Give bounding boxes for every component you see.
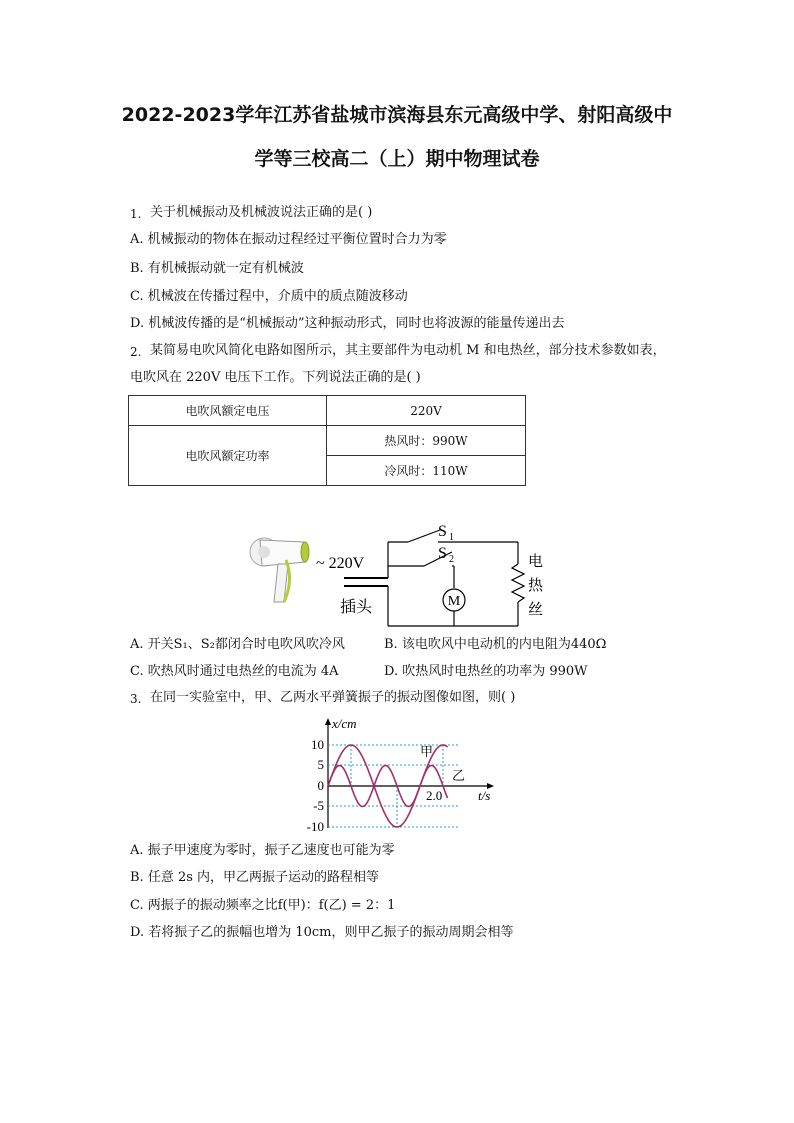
s1-label: S	[438, 523, 447, 540]
spec-voltage-value: 220V	[327, 396, 526, 426]
heater-label-1: 电	[528, 552, 544, 570]
q3-option-d[interactable]: D. 若将振子乙的振幅也增为 10cm，则甲乙振子的振动周期会相等	[130, 925, 514, 940]
q2-option-a[interactable]: A. 开关S₁、S₂都闭合时电吹风吹冷风	[130, 637, 345, 652]
q3-stem: 在同一实验室中，甲、乙两水平弹簧振子的振动图像如图，则( )	[150, 690, 516, 705]
x-tick-2: 2.0	[426, 788, 443, 803]
y-tick-0: 0	[317, 778, 324, 793]
q2-option-c[interactable]: C. 吹热风时通过电热丝的电流为 4A	[130, 664, 339, 679]
source-label: ~ 220V	[316, 555, 365, 572]
y-tick-10: 10	[311, 737, 324, 752]
q2-option-d[interactable]: D. 吹热风时电热丝的功率为 990W	[384, 664, 588, 679]
circuit-diagram	[248, 520, 558, 632]
s2-label: S	[438, 545, 447, 562]
series-jia-label: 甲	[420, 745, 434, 760]
x-axis-label: t/s	[478, 788, 491, 803]
y-tick-neg5: -5	[313, 798, 324, 813]
q3-number: 3.	[130, 692, 142, 706]
heater-label-3: 丝	[528, 600, 544, 618]
q3-option-c[interactable]: C. 两振子的振动频率之比f(甲)：f(乙) = 2：1	[130, 898, 396, 913]
y-tick-5: 5	[317, 757, 324, 772]
heater-symbol	[512, 564, 524, 602]
svg-text:1: 1	[449, 532, 454, 543]
q1-option-d[interactable]: D. 机械波传播的是“机械振动”这种振动形式，同时也将波源的能量传递出去	[130, 316, 565, 331]
q2-stem-line1: 某简易电吹风简化电路如图所示，其主要部件为电动机 M 和电热丝，部分技术参数如表，	[150, 343, 666, 358]
page-title-line1: 2022-2023学年江苏省盐城市滨海县东元高级中学、射阳高级中	[121, 104, 673, 126]
q1-option-a[interactable]: A. 机械振动的物体在振动过程经过平衡位置时合力为零	[130, 232, 447, 247]
motor-label: M	[447, 594, 461, 609]
q1-option-c[interactable]: C. 机械波在传播过程中，介质中的质点随波移动	[130, 289, 408, 304]
vibration-graph	[300, 716, 500, 836]
switch-s1	[408, 530, 440, 542]
heater-label-2: 热	[528, 576, 544, 594]
q3-option-a[interactable]: A. 振子甲速度为零时，振子乙速度也可能为零	[130, 843, 395, 858]
q2-stem-line2: 电吹风在 220V 电压下工作。下列说法正确的是( )	[130, 370, 421, 385]
spec-voltage-label: 电吹风额定电压	[129, 396, 327, 426]
q1-option-b[interactable]: B. 有机械振动就一定有机械波	[130, 261, 304, 276]
spec-table	[128, 395, 526, 486]
y-axis-label: x/cm	[332, 716, 357, 731]
svg-text:2: 2	[449, 554, 454, 565]
q1-number: 1.	[130, 207, 142, 221]
q1-stem: 关于机械振动及机械波说法正确的是( )	[150, 205, 373, 220]
q2-number: 2.	[130, 345, 142, 359]
plug-label: 插头	[340, 597, 373, 616]
spec-power-hot: 热风时：990W	[327, 426, 526, 456]
page-title-line2: 学等三校高二（上）期中物理试卷	[254, 148, 540, 170]
q3-option-b[interactable]: B. 任意 2s 内，甲乙两振子运动的路程相等	[130, 870, 380, 885]
q2-option-b[interactable]: B. 该电吹风中电动机的内电阻为440Ω	[384, 637, 607, 652]
series-yi-label: 乙	[452, 769, 466, 784]
y-tick-neg10: -10	[306, 819, 324, 834]
spec-power-label: 电吹风额定功率	[129, 426, 327, 486]
spec-power-cold: 冷风时：110W	[327, 456, 526, 486]
